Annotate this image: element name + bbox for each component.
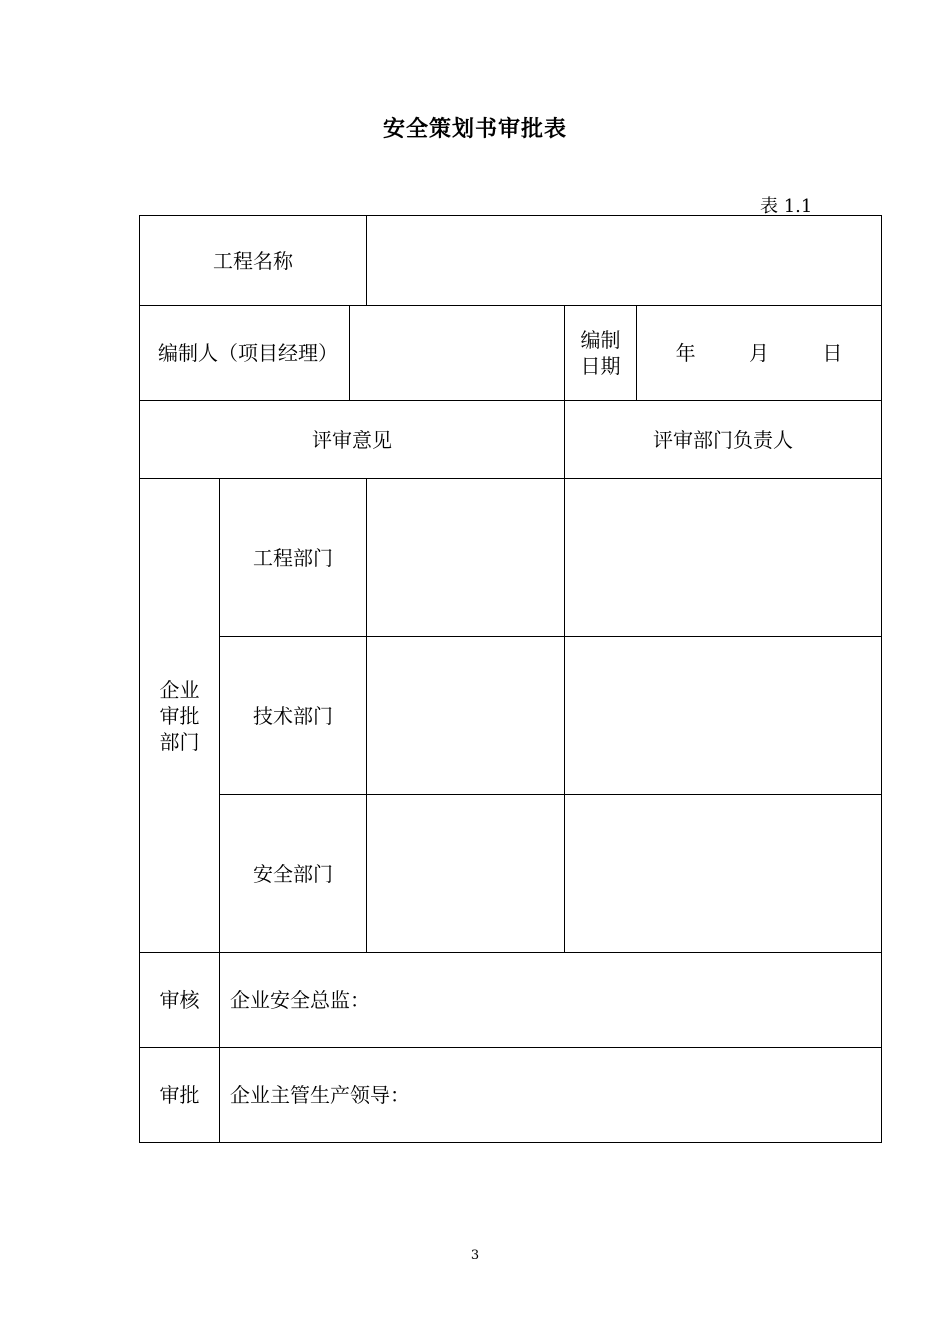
department-name: 技术部门	[220, 637, 367, 795]
project-name-row	[140, 216, 882, 306]
date-placeholder	[643, 340, 875, 366]
table-number: 表 1.1	[760, 196, 813, 217]
review-lead-header: 评审部门负责人	[565, 401, 882, 479]
project-name-field[interactable]	[367, 216, 882, 306]
department-row	[140, 795, 882, 953]
audit-row	[140, 953, 882, 1048]
department-name: 工程部门	[220, 479, 367, 637]
enterprise-approval-text: 企业审批部门	[159, 677, 200, 754]
project-name-label: 工程名称	[140, 216, 367, 306]
document-title: 安全策划书审批表	[382, 117, 567, 142]
department-lead-field[interactable]	[565, 795, 882, 953]
review-header-row	[140, 401, 882, 479]
approve-row	[140, 1048, 882, 1143]
department-lead-field[interactable]	[565, 637, 882, 795]
audit-signature-field[interactable]: 企业安全总监：	[220, 953, 882, 1048]
department-opinion-field[interactable]	[367, 795, 565, 953]
date-month: 月	[748, 341, 769, 365]
department-row	[140, 479, 882, 637]
approve-label: 审批	[140, 1048, 220, 1143]
date-day: 日	[822, 341, 843, 365]
compiler-row	[140, 306, 882, 401]
approve-signature-field[interactable]: 企业主管生产领导：	[220, 1048, 882, 1143]
department-row	[140, 637, 882, 795]
department-name: 安全部门	[220, 795, 367, 953]
compile-date-field[interactable]	[637, 306, 882, 401]
department-opinion-field[interactable]	[367, 637, 565, 795]
department-lead-field[interactable]	[565, 479, 882, 637]
review-opinion-header: 评审意见	[140, 401, 565, 479]
compiler-field[interactable]	[350, 306, 565, 401]
department-opinion-field[interactable]	[367, 479, 565, 637]
compiler-label: 编制人（项目经理）	[140, 306, 350, 401]
audit-label: 审核	[140, 953, 220, 1048]
enterprise-approval-label	[140, 479, 220, 953]
page-number: 3	[470, 1248, 480, 1263]
date-year: 年	[675, 341, 696, 365]
approval-form-table	[139, 215, 882, 1143]
compile-date-label: 编制日期	[565, 306, 637, 401]
